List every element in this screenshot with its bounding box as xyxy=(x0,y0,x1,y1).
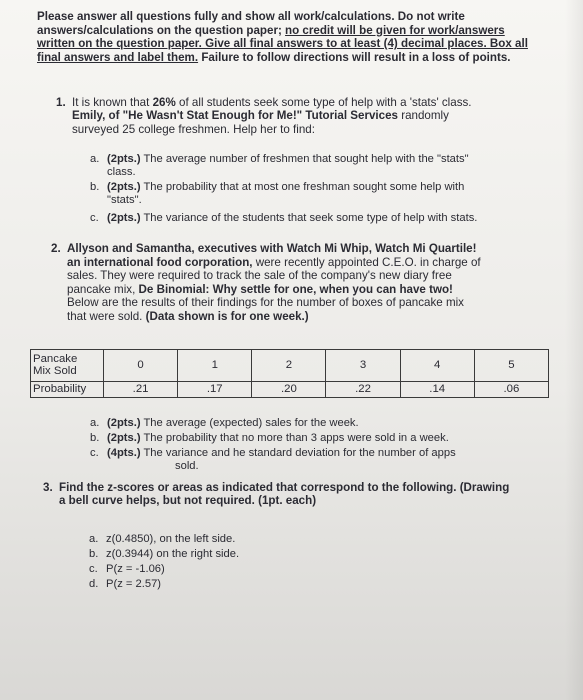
question-3-text xyxy=(59,481,559,508)
item-text: P(z = 2.57) xyxy=(106,578,162,590)
table-row-header: Probability xyxy=(31,381,104,397)
item-text: The average number of freshmen that sought help with the "stats" xyxy=(143,153,469,165)
item-text: z(0.3944) on the right side. xyxy=(106,548,240,560)
question-1-number: 1. xyxy=(56,96,66,109)
q2-line6a: that were sold. xyxy=(67,309,143,323)
q3-line1: Find the z-scores or areas as indicated that correspond to the following. (Drawing xyxy=(59,481,510,494)
q1-tutorial-name: Emily, of "He Wasn't Stat Enough for Me!" Tutorial Services xyxy=(72,109,398,123)
item-text: The variance and he standard deviation for the number of apps xyxy=(143,447,456,459)
q3-line2b: (1pt. each) xyxy=(258,494,317,508)
q2-line2b: were recently appointed C.E.O. in charge of xyxy=(255,255,481,269)
q2-line4b: De Binomial: Why settle for one, when you can have two! xyxy=(138,282,453,296)
q1-line1: It is known that xyxy=(72,96,150,109)
q1-line3: surveyed 25 college freshmen. Help her to find: xyxy=(72,122,315,136)
table-cell: 1 xyxy=(178,350,252,382)
item-text: The variance of the students that seek some type of help with stats. xyxy=(143,212,478,224)
q1-line1b: of all students seek some type of help with a 'stats' class. xyxy=(179,96,472,109)
table-row-header xyxy=(31,350,104,382)
table-cell: .17 xyxy=(178,381,252,397)
item-points: (2pts.) xyxy=(107,432,141,444)
item-points: (2pts.) xyxy=(107,153,141,165)
q2-line2a: an international food corporation, xyxy=(67,255,253,269)
item-letter: b. xyxy=(90,181,100,193)
probability-table xyxy=(30,349,549,398)
item-text: The average (expected) sales for the week. xyxy=(143,417,359,429)
question-1-text xyxy=(72,96,537,136)
x-label-line1: Pancake xyxy=(33,353,78,366)
item-points: (4pts.) xyxy=(107,447,141,459)
table-cell: .22 xyxy=(326,381,400,397)
table-cell: 5 xyxy=(474,350,548,382)
item-letter: b. xyxy=(89,548,99,560)
item-letter: c. xyxy=(90,447,99,459)
item-points: (2pts.) xyxy=(107,181,141,193)
table-row xyxy=(31,381,549,397)
page-shadow xyxy=(565,0,583,700)
table-cell: .20 xyxy=(252,381,326,397)
question-3-number: 3. xyxy=(43,481,53,494)
table-cell: .21 xyxy=(104,381,178,397)
item-text-cont: sold. xyxy=(175,460,199,472)
item-text: The probability that at most one freshman sought some help with xyxy=(143,181,465,193)
item-text: The probability that no more than 3 apps were sold in a week. xyxy=(143,432,449,444)
question-2-text xyxy=(67,242,557,324)
q2-line5: Below are the results of their findings for the number of boxes of pancake mix xyxy=(67,296,464,310)
item-points: (2pts.) xyxy=(107,212,141,224)
item-letter: d. xyxy=(89,578,99,590)
x-label-line2: Mix Sold xyxy=(33,365,77,378)
q3-line2a: a bell curve helps, but not required. xyxy=(59,494,255,508)
table-cell: .06 xyxy=(474,381,548,397)
table-cell: 3 xyxy=(326,350,400,382)
item-text-cont: class. xyxy=(107,166,136,178)
instructions-paragraph xyxy=(37,10,542,64)
item-letter: c. xyxy=(89,563,98,575)
item-text-cont: "stats". xyxy=(107,194,142,206)
table-cell: 2 xyxy=(252,350,326,382)
item-letter: a. xyxy=(89,533,99,545)
item-letter: a. xyxy=(90,417,100,429)
q2-line4a: pancake mix, xyxy=(67,282,136,296)
item-text: z(0.4850), on the left side. xyxy=(106,533,236,545)
q2-line6b: (Data shown is for one week.) xyxy=(145,309,309,323)
item-text: P(z = -1.06) xyxy=(106,563,165,575)
item-letter: b. xyxy=(90,432,100,444)
q2-line1: Allyson and Samantha, executives with Watch Mi Whip, Watch Mi Quartile! xyxy=(67,242,477,255)
table-cell: 4 xyxy=(400,350,474,382)
instructions-underlined: no credit will be given for work/answers written on the question paper. Give all final answers to at least (4) decimal places. Box all final answers and label them. xyxy=(37,23,528,64)
item-points: (2pts.) xyxy=(107,417,141,429)
table-cell: .14 xyxy=(400,381,474,397)
question-2-number: 2. xyxy=(51,242,61,255)
instructions-part2: Failure to follow directions will result in a loss of points. xyxy=(201,50,511,64)
q1-line2b: randomly xyxy=(401,109,449,123)
q1-percent: 26% xyxy=(152,96,176,109)
table-row xyxy=(31,350,549,382)
instructions-part1: Please answer all questions fully and show all work/calculations. Do not write answers/calculations on the question paper; xyxy=(37,10,465,37)
q2-line3: sales. They were required to track the sale of the company's new diary free xyxy=(67,269,452,283)
item-letter: a. xyxy=(90,153,100,165)
item-letter: c. xyxy=(90,212,99,224)
table-cell: 0 xyxy=(104,350,178,382)
